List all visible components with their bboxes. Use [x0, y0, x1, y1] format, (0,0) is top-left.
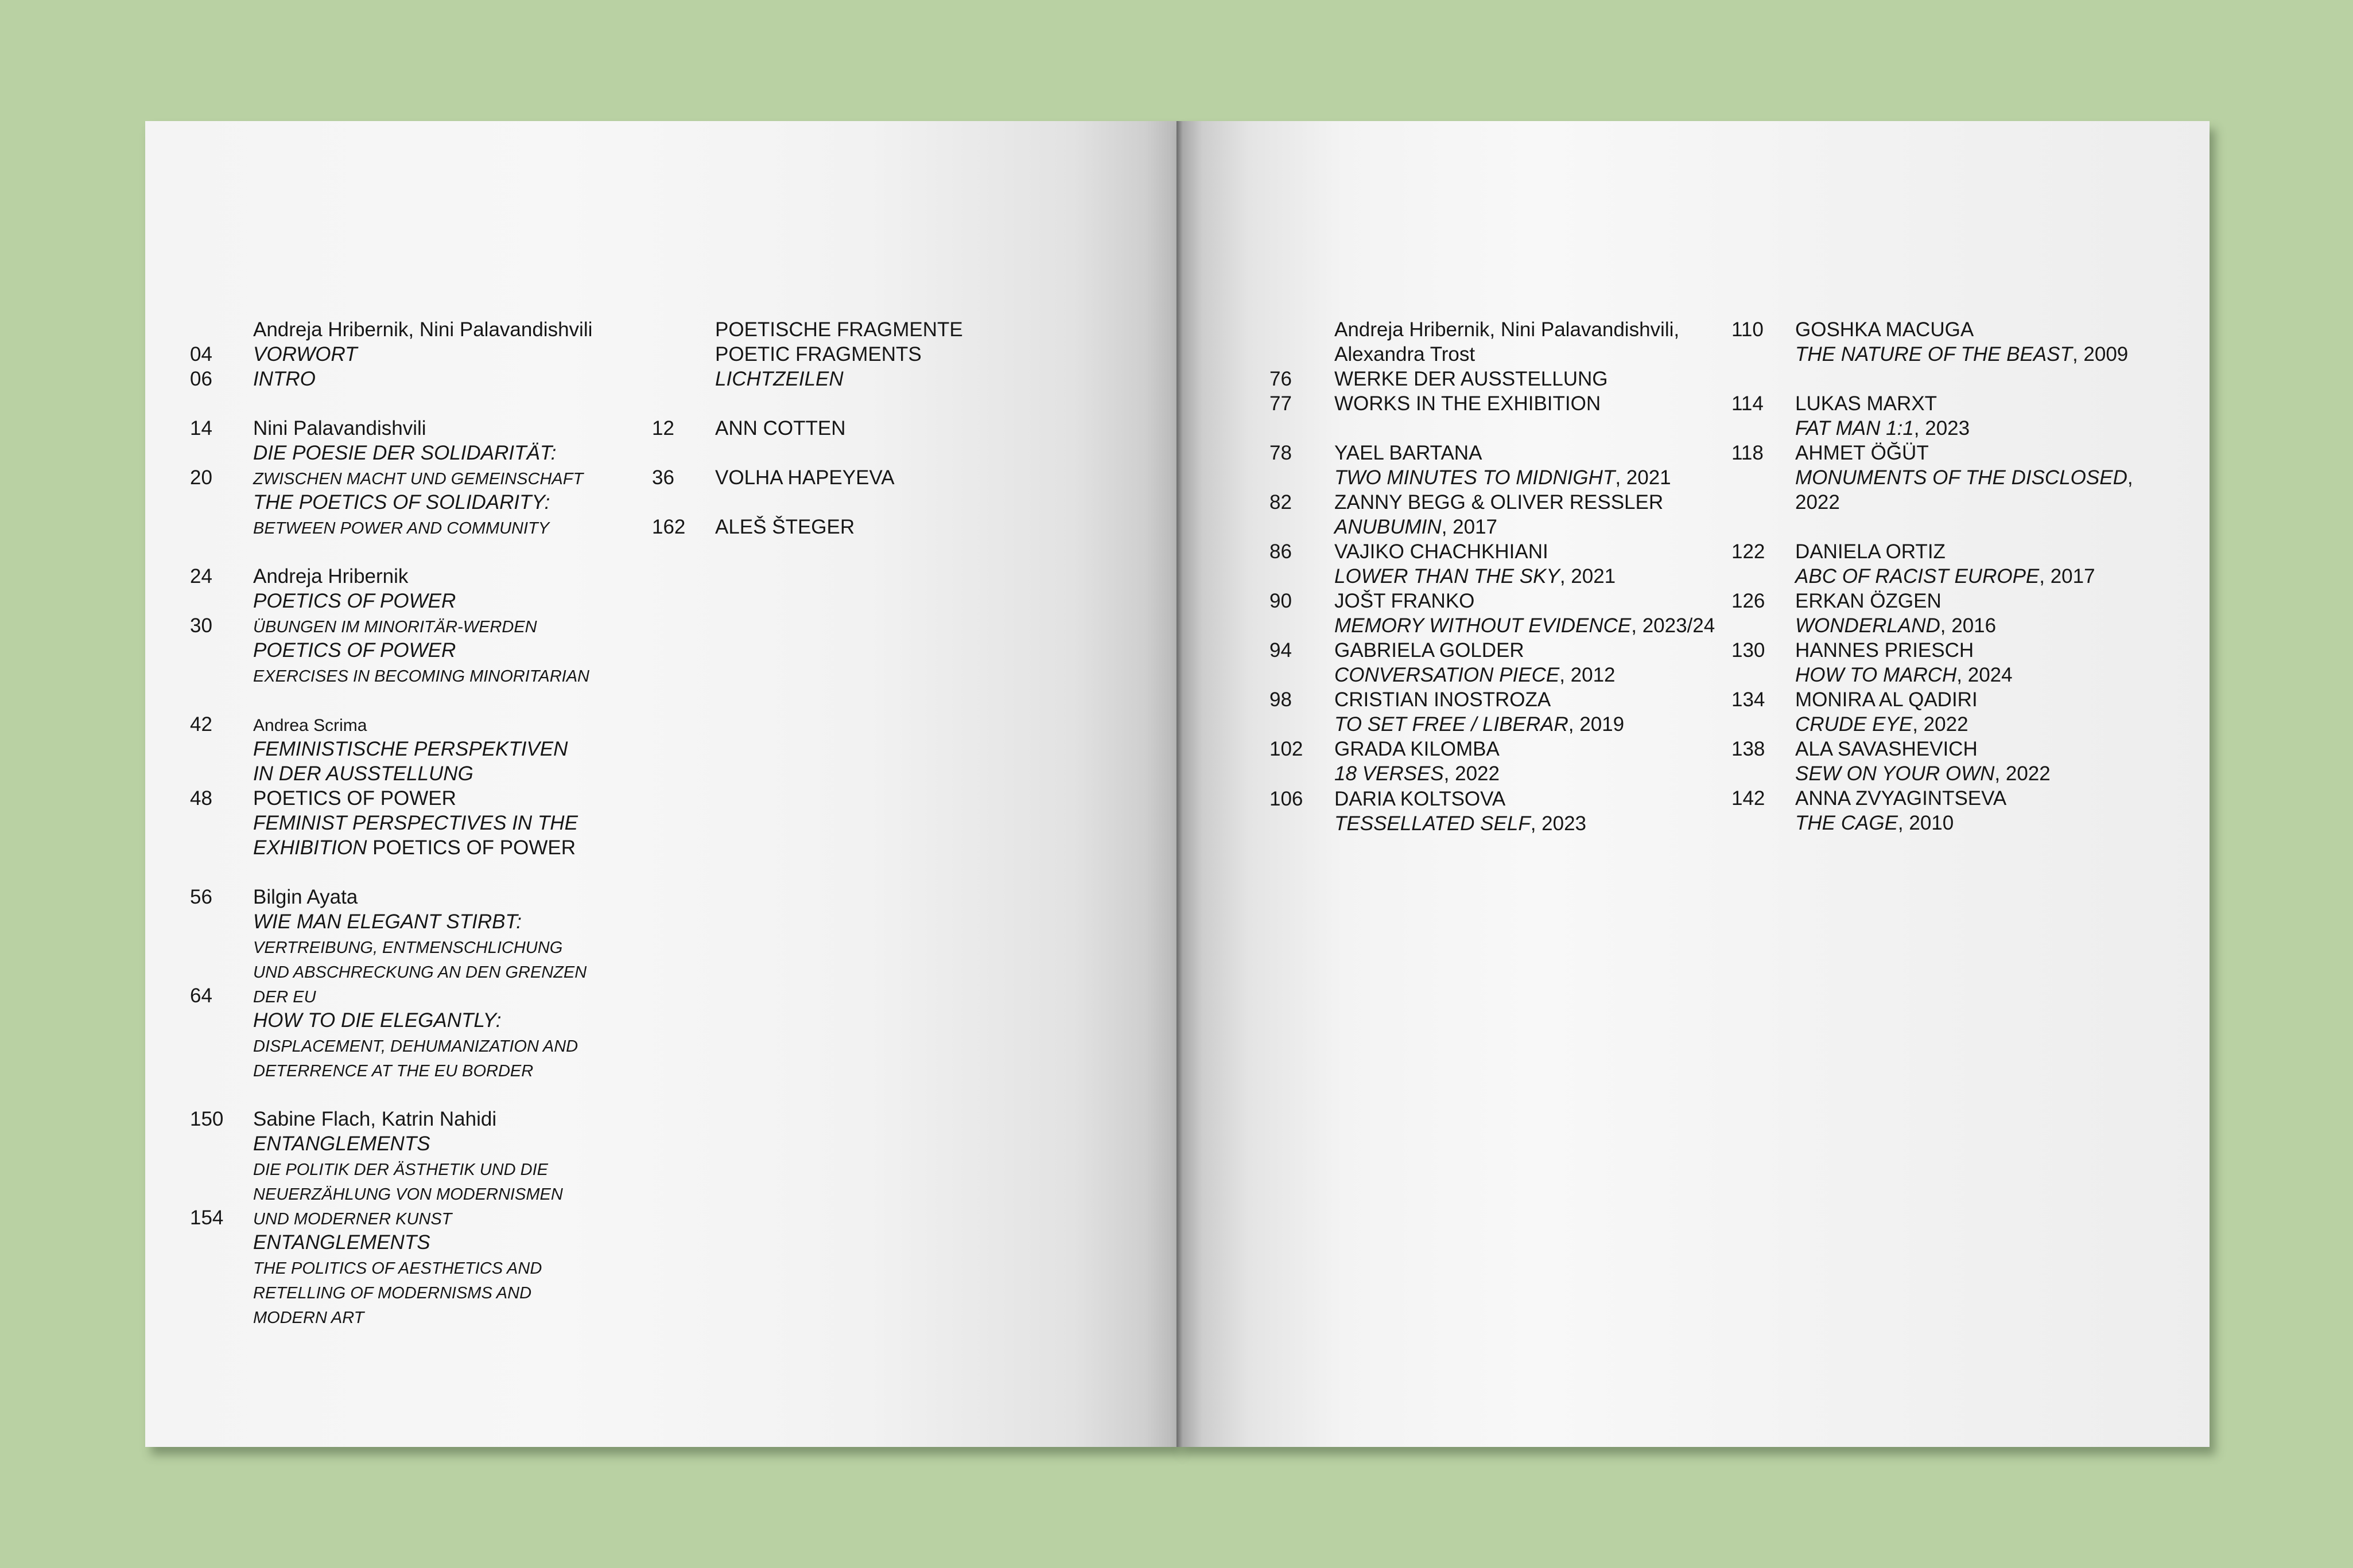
toc-text: Bilgin Ayata [253, 886, 358, 908]
toc-entry-line [1334, 465, 1671, 490]
left-page [145, 121, 1176, 1447]
toc-text: YAEL BARTANA [1334, 442, 1482, 464]
toc-text: , 2022 [1994, 762, 2051, 785]
page-number: 110 [1731, 318, 1764, 341]
toc-entry-line [1795, 441, 1929, 465]
toc-entry-line [1334, 367, 1608, 391]
toc-entry-line [715, 367, 844, 391]
toc-text: WONDERLAND [1795, 614, 1940, 637]
toc-entry-line [1795, 391, 1937, 416]
page-number: 154 [190, 1207, 224, 1229]
toc-text: LOWER THAN THE SKY [1334, 565, 1560, 587]
page-number: 138 [1731, 738, 1765, 760]
page-number: 42 [190, 713, 212, 736]
page-number: 36 [652, 466, 674, 489]
toc-text: THE NATURE OF THE BEAST [1795, 343, 2072, 365]
page-number: 56 [190, 886, 212, 908]
toc-text: DIE POLITIK DER ÄSTHETIK UND DIE [253, 1161, 549, 1179]
toc-entry-line [1334, 811, 1586, 836]
toc-entry-line [253, 934, 562, 960]
toc-text: , 2023/24 [1631, 614, 1715, 637]
right-page [1176, 121, 2210, 1447]
toc-entry-line [1795, 589, 1942, 613]
toc-entry-line [253, 885, 358, 909]
toc-entry-line [715, 416, 846, 441]
toc-text: , 2017 [1441, 516, 1497, 538]
toc-text: 2022 [1795, 491, 1840, 513]
toc-text: FEMINIST PERSPECTIVES IN THE [253, 812, 578, 834]
toc-text: ALA SAVASHEVICH [1795, 738, 1978, 760]
toc-text: , 2022 [1912, 713, 1968, 736]
toc-entry-line [715, 317, 963, 342]
toc-text: ERKAN ÖZGEN [1795, 590, 1942, 612]
toc-text: POETIC FRAGMENTS [715, 343, 922, 365]
toc-entry-line [253, 959, 587, 985]
toc-entry-line [1334, 761, 1500, 786]
toc-text: TO SET FREE / LIBERAR [1334, 713, 1568, 736]
toc-entry-line [253, 1279, 531, 1306]
toc-entry-line [1334, 737, 1500, 761]
toc-entry-line [253, 1255, 542, 1281]
toc-entry-line [1795, 564, 2095, 589]
toc-text: VORWORT [253, 343, 358, 365]
toc-text: HOW TO MARCH [1795, 664, 1957, 686]
toc-text: Andreja Hribernik, Nini Palavandishvili [253, 318, 593, 341]
toc-text: DANIELA ORTIZ [1795, 540, 1946, 563]
toc-text: MONUMENTS OF THE DISCLOSED [1795, 466, 2127, 489]
toc-text: HOW TO DIE ELEGANTLY: [253, 1009, 502, 1032]
toc-text: WERKE DER AUSSTELLUNG [1334, 368, 1608, 390]
page-number: 14 [190, 417, 212, 439]
page-number: 77 [1269, 392, 1292, 415]
toc-entry-line [253, 761, 473, 786]
toc-entry-line [253, 712, 367, 738]
toc-entry-line [253, 342, 358, 367]
page-number: 150 [190, 1108, 224, 1130]
toc-entry-line [253, 317, 592, 342]
page-number: 98 [1269, 688, 1292, 711]
toc-text: FEMINISTISCHE PERSPEKTIVEN [253, 738, 568, 760]
page-number: 106 [1269, 788, 1303, 810]
toc-entry-line [253, 613, 537, 640]
page-number: 78 [1269, 442, 1292, 464]
toc-entry-line [1795, 638, 1974, 663]
toc-entry-line [1795, 465, 2133, 490]
toc-entry-line [1334, 515, 1497, 539]
page-number: 94 [1269, 639, 1292, 662]
toc-text: DER EU [253, 988, 316, 1006]
page-number: 90 [1269, 590, 1292, 612]
toc-text: , 2016 [1940, 614, 1997, 637]
page-number: 86 [1269, 540, 1292, 563]
toc-text: THE CAGE [1795, 812, 1898, 834]
toc-entry-line [253, 465, 583, 492]
page-number: 118 [1731, 442, 1764, 464]
toc-text: , 2019 [1568, 713, 1625, 736]
toc-text: NEUERZÄHLUNG VON MODERNISMEN [253, 1185, 563, 1204]
toc-text: , 2021 [1615, 466, 1671, 489]
toc-text: GABRIELA GOLDER [1334, 639, 1524, 662]
toc-entry-line [715, 342, 922, 367]
toc-text: WORKS IN THE EXHIBITION [1334, 392, 1601, 415]
toc-entry-line [253, 909, 522, 934]
toc-text: Alexandra Trost [1334, 343, 1476, 365]
toc-entry-line [715, 515, 855, 539]
toc-text: VERTREIBUNG, ENTMENSCHLICHUNG [253, 939, 563, 957]
toc-entry-line [253, 638, 456, 663]
toc-entry-line [1334, 787, 1505, 811]
toc-entry-line [1334, 391, 1601, 416]
toc-entry-line [253, 1107, 496, 1131]
toc-text: ZWISCHEN MACHT UND GEMEINSCHAFT [253, 470, 584, 488]
page-number: 20 [190, 466, 212, 489]
toc-entry-line [1795, 539, 1946, 564]
toc-entry-line [253, 811, 578, 835]
toc-text: POETICS OF POWER [253, 787, 456, 810]
toc-text: UND MODERNER KUNST [253, 1210, 452, 1228]
toc-entry-line [253, 1008, 501, 1033]
toc-text: Andreja Hribernik [253, 565, 409, 587]
toc-entry-line [1795, 811, 1954, 835]
toc-entry-line [253, 490, 550, 515]
toc-entry-line [253, 737, 568, 761]
toc-entry-line [253, 416, 426, 441]
toc-text: ENTANGLEMENTS [253, 1231, 430, 1254]
toc-text: CRUDE EYE [1795, 713, 1913, 736]
toc-entry-line [253, 663, 589, 689]
toc-entry-line [253, 1230, 430, 1255]
toc-text: , 2012 [1559, 664, 1616, 686]
page-number: 64 [190, 985, 212, 1007]
toc-text: POETICS OF POWER [253, 639, 456, 662]
toc-text: , 2009 [2072, 343, 2129, 365]
toc-entry-line [253, 589, 456, 613]
page-number: 142 [1731, 787, 1765, 810]
toc-entry-line [1795, 317, 1974, 342]
toc-text: GOSHKA MACUGA [1795, 318, 1974, 341]
toc-text: SEW ON YOUR OWN [1795, 762, 1995, 785]
toc-text: , 2022 [1443, 762, 1500, 785]
page-number: 130 [1731, 639, 1765, 662]
toc-entry-line [253, 1205, 452, 1232]
toc-text: ÜBUNGEN IM MINORITÄR-WERDEN [253, 618, 537, 636]
toc-text: CONVERSATION PIECE [1334, 664, 1560, 686]
toc-text: ENTANGLEMENTS [253, 1133, 430, 1155]
toc-text: LICHTZEILEN [715, 368, 844, 390]
toc-entry-line [1334, 589, 1474, 613]
toc-entry-line [1795, 687, 1978, 712]
toc-entry-line [1795, 737, 1978, 761]
toc-entry-line [1334, 564, 1616, 589]
toc-entry-line [1334, 317, 1679, 342]
toc-text: , [2127, 466, 2133, 489]
toc-text: VAJIKO CHACHKHIANI [1334, 540, 1548, 563]
toc-text: MONIRA AL QADIRI [1795, 688, 1978, 711]
toc-text: TWO MINUTES TO MIDNIGHT [1334, 466, 1616, 489]
toc-text: ALEŠ ŠTEGER [715, 516, 855, 538]
toc-entry-line [1334, 663, 1616, 687]
toc-entry-line [253, 441, 556, 465]
page-number: 24 [190, 565, 212, 587]
toc-text: , 2017 [2039, 565, 2095, 587]
toc-entry-line [1795, 490, 1840, 515]
toc-text: DIE POESIE DER SOLIDARITÄT: [253, 442, 557, 464]
toc-text: POETISCHE FRAGMENTE [715, 318, 963, 341]
toc-entry-line [1795, 613, 1996, 638]
toc-text: IN DER AUSSTELLUNG [253, 762, 473, 785]
toc-entry-line [253, 1033, 578, 1059]
toc-text: UND ABSCHRECKUNG AN DEN GRENZEN [253, 963, 587, 982]
page-number: 06 [190, 368, 212, 390]
page-number: 48 [190, 787, 212, 810]
toc-text: THE POETICS OF SOLIDARITY: [253, 491, 550, 513]
toc-entry-line [1795, 786, 2006, 811]
toc-entry-line [1795, 712, 1968, 737]
toc-entry-line [1334, 539, 1548, 564]
toc-text: THE POLITICS OF AESTHETICS AND [253, 1259, 542, 1278]
toc-entry-line [1334, 342, 1475, 367]
toc-text: INTRO [253, 368, 316, 390]
toc-entry-line [1795, 761, 2051, 786]
toc-text: DARIA KOLTSOVA [1334, 788, 1506, 810]
toc-text: Nini Palavandishvili [253, 417, 426, 439]
toc-entry-line [253, 1304, 364, 1330]
toc-entry-line [1334, 687, 1551, 712]
toc-text: ANNA ZVYAGINTSEVA [1795, 787, 2007, 810]
toc-entry-line [715, 465, 895, 490]
toc-entry-line [253, 1057, 533, 1084]
toc-text: , 2021 [1559, 565, 1616, 587]
toc-entry-line [253, 1156, 548, 1182]
page-number: 76 [1269, 368, 1292, 390]
page-number: 134 [1731, 688, 1765, 711]
toc-entry-line [1795, 416, 1970, 441]
toc-text: LUKAS MARXT [1795, 392, 1937, 415]
page-number: 122 [1731, 540, 1765, 563]
page-number: 30 [190, 614, 212, 637]
toc-entry-line [1334, 712, 1624, 737]
page-number: 114 [1731, 392, 1764, 415]
toc-text: Andrea Scrima [253, 716, 367, 735]
toc-entry-line [1334, 613, 1715, 638]
toc-text: RETELLING OF MODERNISMS AND [253, 1284, 532, 1302]
page-number: 12 [652, 417, 674, 439]
toc-text: Andreja Hribernik, Nini Palavandishvili, [1334, 318, 1680, 341]
toc-text: MODERN ART [253, 1309, 364, 1327]
toc-entry-line [253, 835, 576, 860]
toc-text: , 2023 [1530, 812, 1587, 835]
toc-text: , 2010 [1897, 812, 1954, 834]
toc-text: ZANNY BEGG & OLIVER RESSLER [1334, 491, 1664, 513]
page-number: 162 [652, 516, 686, 538]
toc-text: CRISTIAN INOSTROZA [1334, 688, 1551, 711]
toc-text: BETWEEN POWER AND COMMUNITY [253, 519, 550, 538]
toc-text: POETICS OF POWER [253, 590, 456, 612]
toc-entry-line [1795, 342, 2128, 367]
toc-entry-line [253, 367, 316, 391]
toc-text: VOLHA HAPEYEVA [715, 466, 895, 489]
toc-entry-line [253, 1181, 563, 1207]
page-number: 102 [1269, 738, 1303, 760]
toc-text: , 2024 [1956, 664, 2013, 686]
toc-entry-line [253, 515, 549, 541]
toc-text: TESSELLATED SELF [1334, 812, 1531, 835]
toc-entry-line [1334, 441, 1482, 465]
toc-text: , 2023 [1913, 417, 1970, 439]
toc-text: Sabine Flach, Katrin Nahidi [253, 1108, 497, 1130]
page-number: 04 [190, 343, 212, 365]
toc-text: POETICS OF POWER [367, 836, 576, 859]
page-number: 82 [1269, 491, 1292, 513]
toc-text: DETERRENCE AT THE EU BORDER [253, 1062, 534, 1080]
toc-text: EXHIBITION [253, 836, 367, 859]
toc-entry-line [1334, 490, 1663, 515]
toc-text: HANNES PRIESCH [1795, 639, 1974, 662]
toc-text: WIE MAN ELEGANT STIRBT: [253, 911, 522, 933]
toc-text: ANUBUMIN [1334, 516, 1442, 538]
toc-text: MEMORY WITHOUT EVIDENCE [1334, 614, 1632, 637]
toc-text: JOŠT FRANKO [1334, 590, 1475, 612]
toc-entry-line [253, 564, 408, 589]
toc-entry-line [1795, 663, 2013, 687]
toc-text: DISPLACEMENT, DEHUMANIZATION AND [253, 1037, 578, 1056]
toc-text: AHMET ÖĞÜT [1795, 442, 1929, 464]
toc-text: GRADA KILOMBA [1334, 738, 1500, 760]
toc-entry-line [1334, 638, 1524, 663]
toc-entry-line [253, 1131, 430, 1156]
toc-entry-line [253, 786, 456, 811]
toc-entry-line [253, 983, 316, 1010]
toc-text: ANN COTTEN [715, 417, 846, 439]
toc-text: 18 VERSES [1334, 762, 1444, 785]
toc-text: ABC OF RACIST EUROPE [1795, 565, 2040, 587]
page-number: 126 [1731, 590, 1765, 612]
toc-text: FAT MAN 1:1 [1795, 417, 1914, 439]
toc-text: EXERCISES IN BECOMING MINORITARIAN [253, 667, 589, 686]
